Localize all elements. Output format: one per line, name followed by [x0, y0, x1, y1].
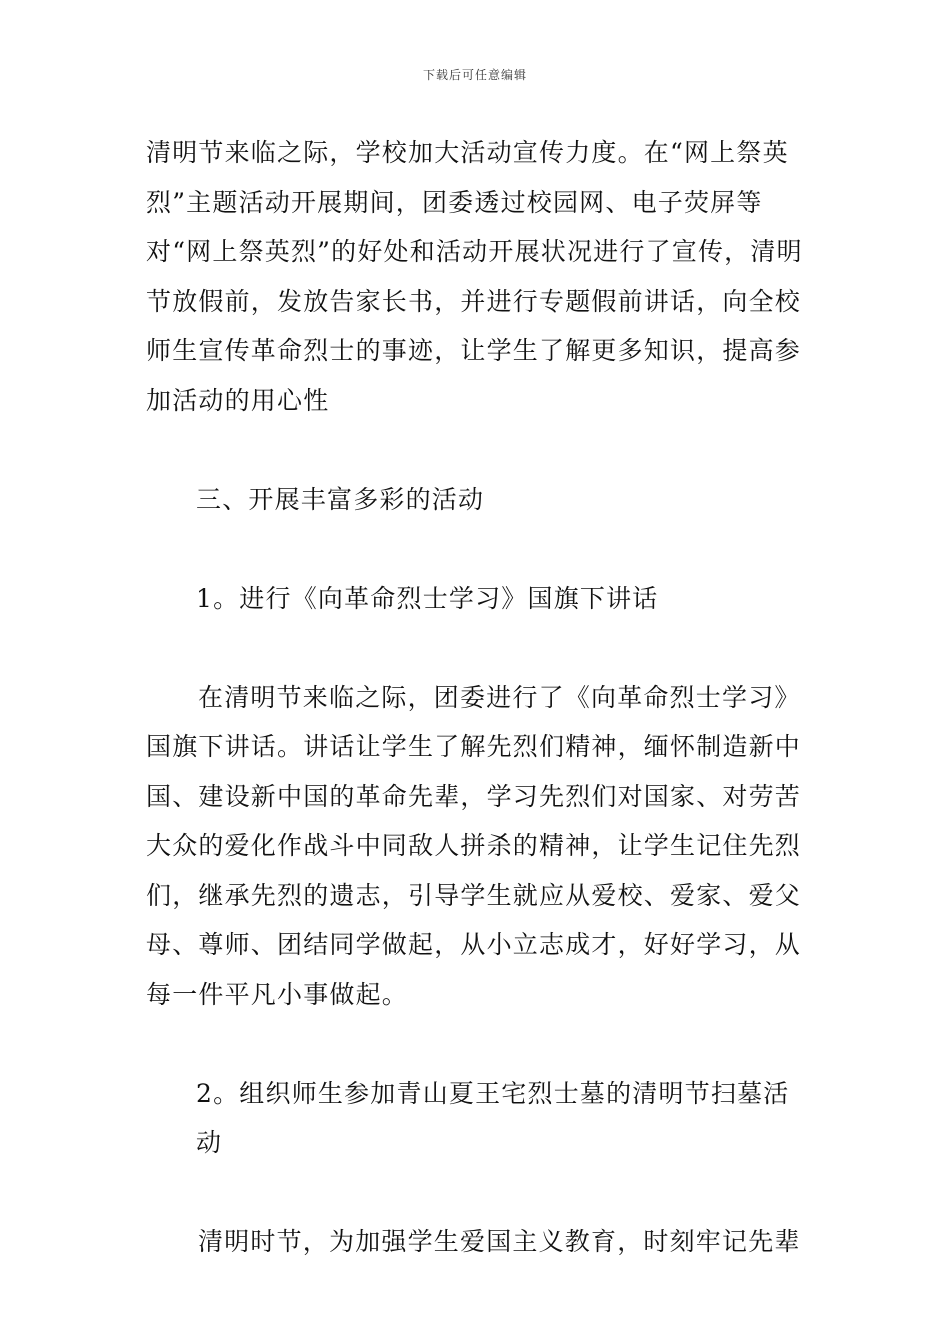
paragraph-tomb-sweeping: 清明时节，为加强学生爱国主义教育，时刻牢记先辈 — [198, 1227, 801, 1256]
subheading-flag-speech: 1。进行《向革命烈士学习》国旗下讲话 — [196, 583, 659, 613]
subheading-tomb-sweeping: 2。组织师生参加青山夏王宅烈士墓的清明节扫墓活动 — [196, 1078, 790, 1157]
header-note: 下载后可任意编辑 — [422, 68, 527, 82]
section-heading-activities: 三、开展丰富多彩的活动 — [196, 484, 485, 514]
paragraph-gap — [146, 623, 808, 673]
document-body — [146, 128, 808, 1267]
paragraph-gap — [146, 1019, 808, 1069]
paragraph-gap — [146, 1168, 808, 1218]
paragraph-flag-speech: 在清明节来临之际，团委进行了《向革命烈士学习》国旗下讲话。讲话让学生了解先烈们精神，缅怀制造新中国、建设新中国的革命先辈，学习先烈们对国家、对劳苦大众的爱化作战斗中同敌人拼杀的精神，让学生记住先烈们，继承先烈的遗志，引导学生就应从爱校、爱家、爱父母、尊师、团结同学做起，从小立志成才，好好学习，从每一件平凡小事做起。 — [146, 682, 802, 1009]
paragraph-gap — [146, 425, 808, 475]
paragraph-gap — [146, 524, 808, 574]
paragraph-publicity: 清明节来临之际，学校加大活动宣传力度。在“网上祭英烈”主题活动开展期间，团委透过校园网、电子荧屏等对“网上祭英烈”的好处和活动开展状况进行了宣传，清明节放假前，发放告家长书，并进行专题假前讲话，向全校师生宣传革命烈士的事迹，让学生了解更多知识，提高参加活动的用心性 — [146, 138, 803, 415]
